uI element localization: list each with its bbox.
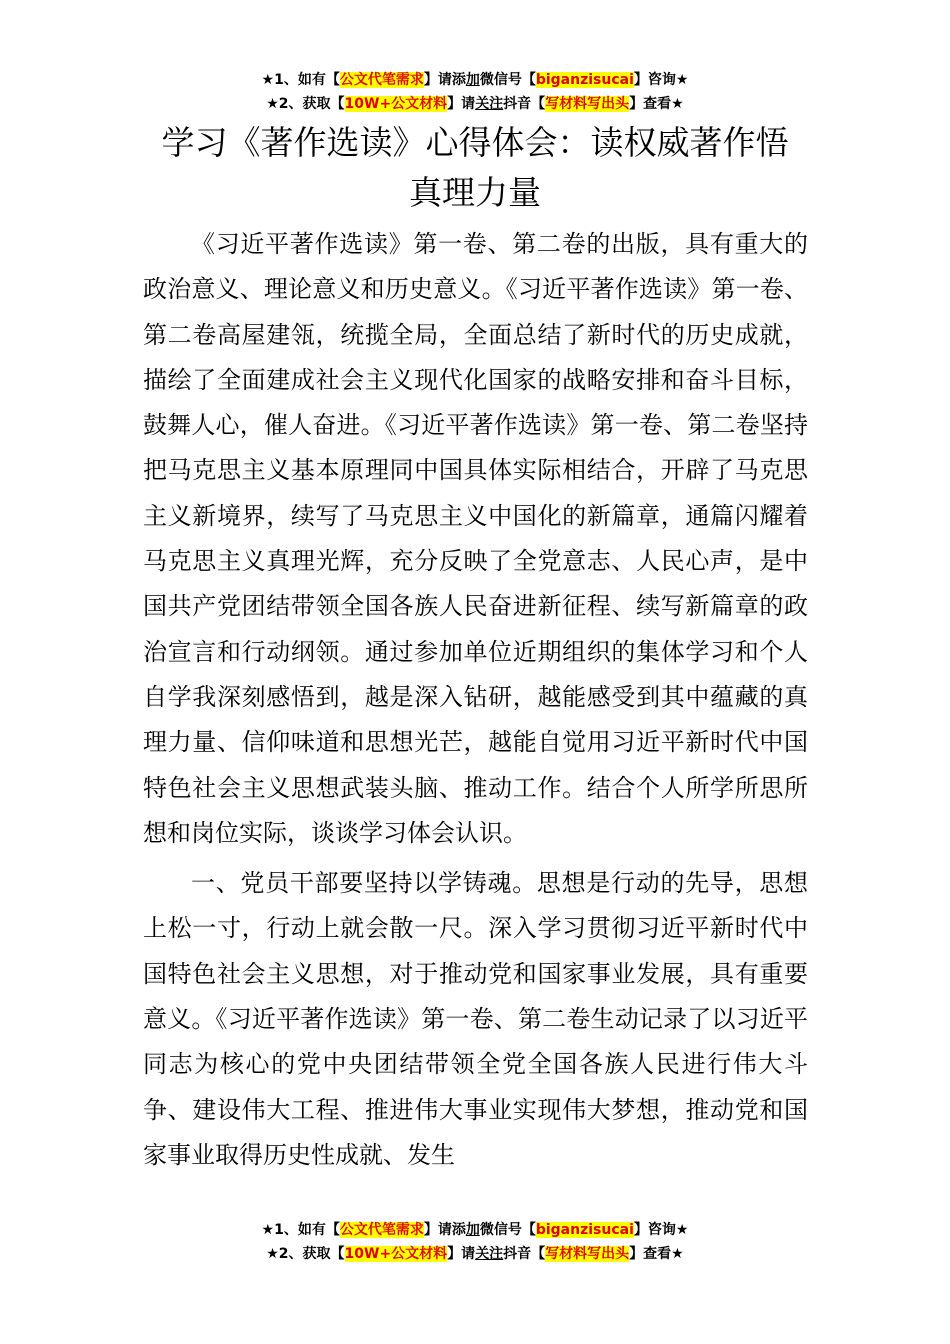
highlight-wechat-id: biganzisucai — [535, 1222, 634, 1238]
highlight-douyin: 写材料写出头 — [545, 96, 630, 112]
title-line-1: 学习《著作选读》心得体会：读权威著作悟 — [161, 123, 789, 162]
highlight-materials: 10W+公文材料 — [344, 96, 448, 112]
paragraph-2: 一、党员干部要坚持以学铸魂。思想是行动的先导，思想上松一寸，行动上就会散一尺。深入学习贯彻习近平新时代中国特色社会主义思想，对于推动党和国家事业发展，具有重要意义。《习近平著作选读》第一卷、第二卷生动记录了以习近平同志为核心的党中央团结带领全党全国各族人民进行伟大斗争、建设伟大工程、推进伟大事业实现伟大梦想，推动党和国家事业取得历史性成就、发生 — [143, 869, 808, 1169]
banner-line-1: ★1、如有【公文代笔需求】请添加微信号【biganzisucai】咨询★ — [261, 72, 689, 88]
banner-line-1: ★1、如有【公文代笔需求】请添加微信号【biganzisucai】咨询★ — [261, 1222, 689, 1238]
highlight-service: 公文代笔需求 — [339, 72, 424, 88]
document-body — [143, 222, 808, 1178]
top-banner — [0, 68, 950, 116]
title-line-2: 真理力量 — [409, 173, 541, 212]
highlight-wechat-id: biganzisucai — [535, 72, 634, 88]
paragraph-1: 《习近平著作选读》第一卷、第二卷的出版，具有重大的政治意义、理论意义和历史意义。《习近平著作选读》第一卷、第二卷高屋建瓴，统揽全局，全面总结了新时代的历史成就，描绘了全面建成社会主义现代化国家的战略安排和奋斗目标，鼓舞人心，催人奋进。《习近平著作选读》第一卷、第二卷坚持把马克思主义基本原理同中国具体实际相结合，开辟了马克思主义新境界，续写了马克思主义中国化的新篇章，通篇闪耀着马克思主义真理光辉，充分反映了全党意志、人民心声，是中国共产党团结带领全国各族人民奋进新征程、续写新篇章的政治宣言和行动纲领。通过参加单位近期组织的集体学习和个人自学我深刻感悟到，越是深入钻研，越能感受到其中蕴藏的真理力量、信仰味道和思想光芒，越能自觉用习近平新时代中国特色社会主义思想武装头脑、推动工作。结合个人所学所思所想和岗位实际，谈谈学习体会认识。 — [143, 230, 808, 847]
highlight-douyin: 写材料写出头 — [545, 1246, 630, 1262]
highlight-materials: 10W+公文材料 — [344, 1246, 448, 1262]
banner-line-2: ★2、获取【10W+公文材料】请关注抖音【写材料写出头】查看★ — [266, 1246, 684, 1262]
banner-line-2: ★2、获取【10W+公文材料】请关注抖音【写材料写出头】查看★ — [266, 96, 684, 112]
document-title — [120, 118, 830, 218]
bottom-banner — [0, 1218, 950, 1266]
highlight-service: 公文代笔需求 — [339, 1222, 424, 1238]
